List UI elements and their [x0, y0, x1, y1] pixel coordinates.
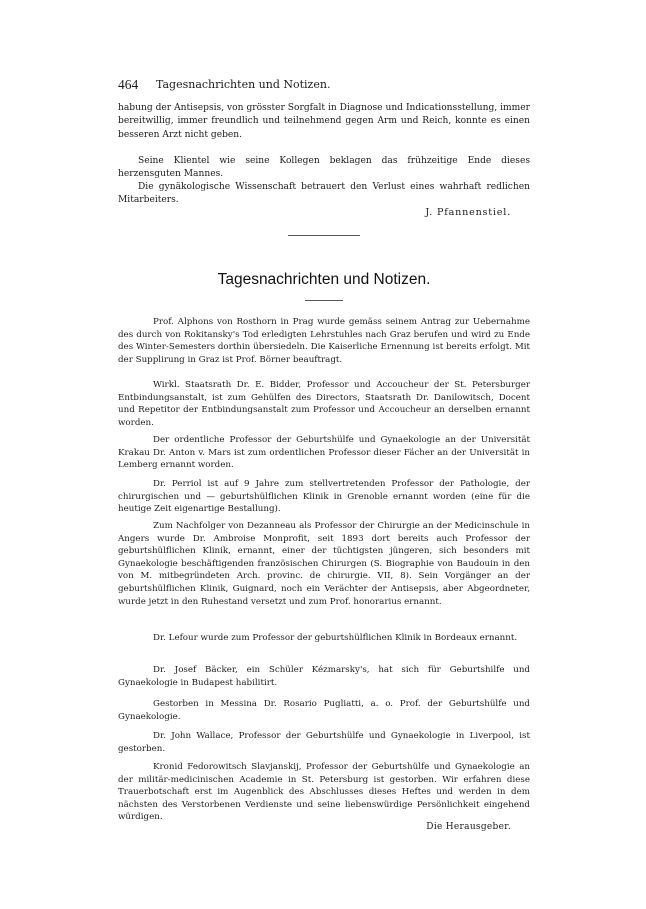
news-paragraph: Dr. Josef Bäcker, ein Schüler Kézmarsky's, hat sich für Geburtshilfe und Gynaekologie in Budapest habilitirt.	[118, 665, 530, 688]
page-number: 464	[118, 77, 139, 92]
news-paragraph: Zum Nachfolger von Dezanneau als Professor der Chirurgie an der Medicinschule in Angers wurde Dr. Ambroise Monprofit, seit 1893 dort bereits auch Professor der geburtshülflichen Klinik, ernannt, einer der tüchtigsten jüngeren, sich besonders mit Gynaekologie beschäftigenden französischen Chirurgen (S. Biographie von Baudouin in den von M. mitbegründeten Arch. provinc. de chirurgie. VII, 8). Sein Vorgänger an der geburtshülflichen Klinik, Guignard, noch ein Verächter der Antisepsis, aber Abgeordneter, wurde jetzt in den Ruhestand versetzt und zum Prof. honorarius ernannt.	[118, 521, 530, 607]
obituary-signature: J. Pfannenstiel.	[425, 207, 511, 218]
obituary-paragraph: Die gynäkologische Wissenschaft betrauert den Verlust eines wahrhaft redlichen Mitarbeiters.	[118, 182, 530, 206]
news-paragraph: Wirkl. Staatsrath Dr. E. Bidder, Professor und Accoucheur der St. Petersburger Entbindungsanstalt, ist zum Gehülfen des Directors, Staatsrath Dr. Danilowitsch, Docent und Repetitor der Entbindungsanstalt zum Professor und Accoucheur an derselben ernannt worden.	[118, 380, 530, 428]
editors-signature: Die Herausgeber.	[426, 822, 511, 832]
news-paragraph: Dr. Lefour wurde zum Professor der geburtshülflichen Klinik in Bordeaux ernannt.	[153, 633, 518, 643]
news-paragraph: Kronid Fedorowitsch Slavjanskij, Professor der Geburtshülfe und Gynaekologie an der militär-medicinischen Academie in St. Petersburg ist gestorben. Wir erfahren diese Trauerbotschaft erst im Augenblick des Abschlusses dieses Heftes und werden in dem nächsten des Verstorbenen Verdienste und seine liebenswürdige Persönlichkeit eingehend würdigen.	[118, 762, 530, 823]
news-paragraph: Dr. John Wallace, Professor der Geburtshülfe und Gynaekologie in Liverpool, ist gestorben.	[118, 731, 530, 754]
obituary-paragraph: Seine Klientel wie seine Kollegen beklagen das frühzeitige Ende dieses herzensguten Mannes.	[118, 156, 530, 180]
news-paragraph: Der ordentliche Professor der Geburtshülfe und Gynaekologie an der Universität Krakau Dr. Anton v. Mars ist zum ordentlichen Professor dieser Fächer an der Universität in Lemberg ernannt worden.	[118, 435, 530, 471]
title-underline	[305, 300, 343, 301]
section-title: Tagesnachrichten und Notizen.	[217, 271, 431, 288]
running-title: Tagesnachrichten und Notizen.	[156, 78, 331, 91]
news-paragraph: Dr. Perriol ist auf 9 Jahre zum stellvertretenden Professor der Pathologie, der chirurgischen und — geburtshülflichen Klinik in Grenoble ernannt worden (eine für die heutige Zeit eigenartige Bestallung).	[118, 479, 530, 515]
news-paragraph: Prof. Alphons von Rosthorn in Prag wurde gemäss seinem Antrag zur Uebernahme des durch von Rokitansky's Tod erledigten Lehrstuhles nach Graz berufen und wird zu Ende des Winter-Semesters dorthin übersiedeln. Die Kaiserliche Ernennung ist bereits erfolgt. Mit der Supplirung in Graz ist Prof. Börner beauftragt.	[118, 317, 530, 365]
page-header	[118, 77, 530, 91]
obituary-paragraph: habung der Antisepsis, von grösster Sorgfalt in Diagnose und Indicationsstellung, immer bereitwillig, immer freundlich und teilnehmend gegen Arm und Reich, konnte es einen besseren Arzt nicht geben.	[118, 103, 530, 140]
section-divider	[288, 235, 360, 236]
news-paragraph: Gestorben in Messina Dr. Rosario Pugliatti, a. o. Prof. der Geburtshülfe und Gynaekologie.	[118, 699, 530, 722]
